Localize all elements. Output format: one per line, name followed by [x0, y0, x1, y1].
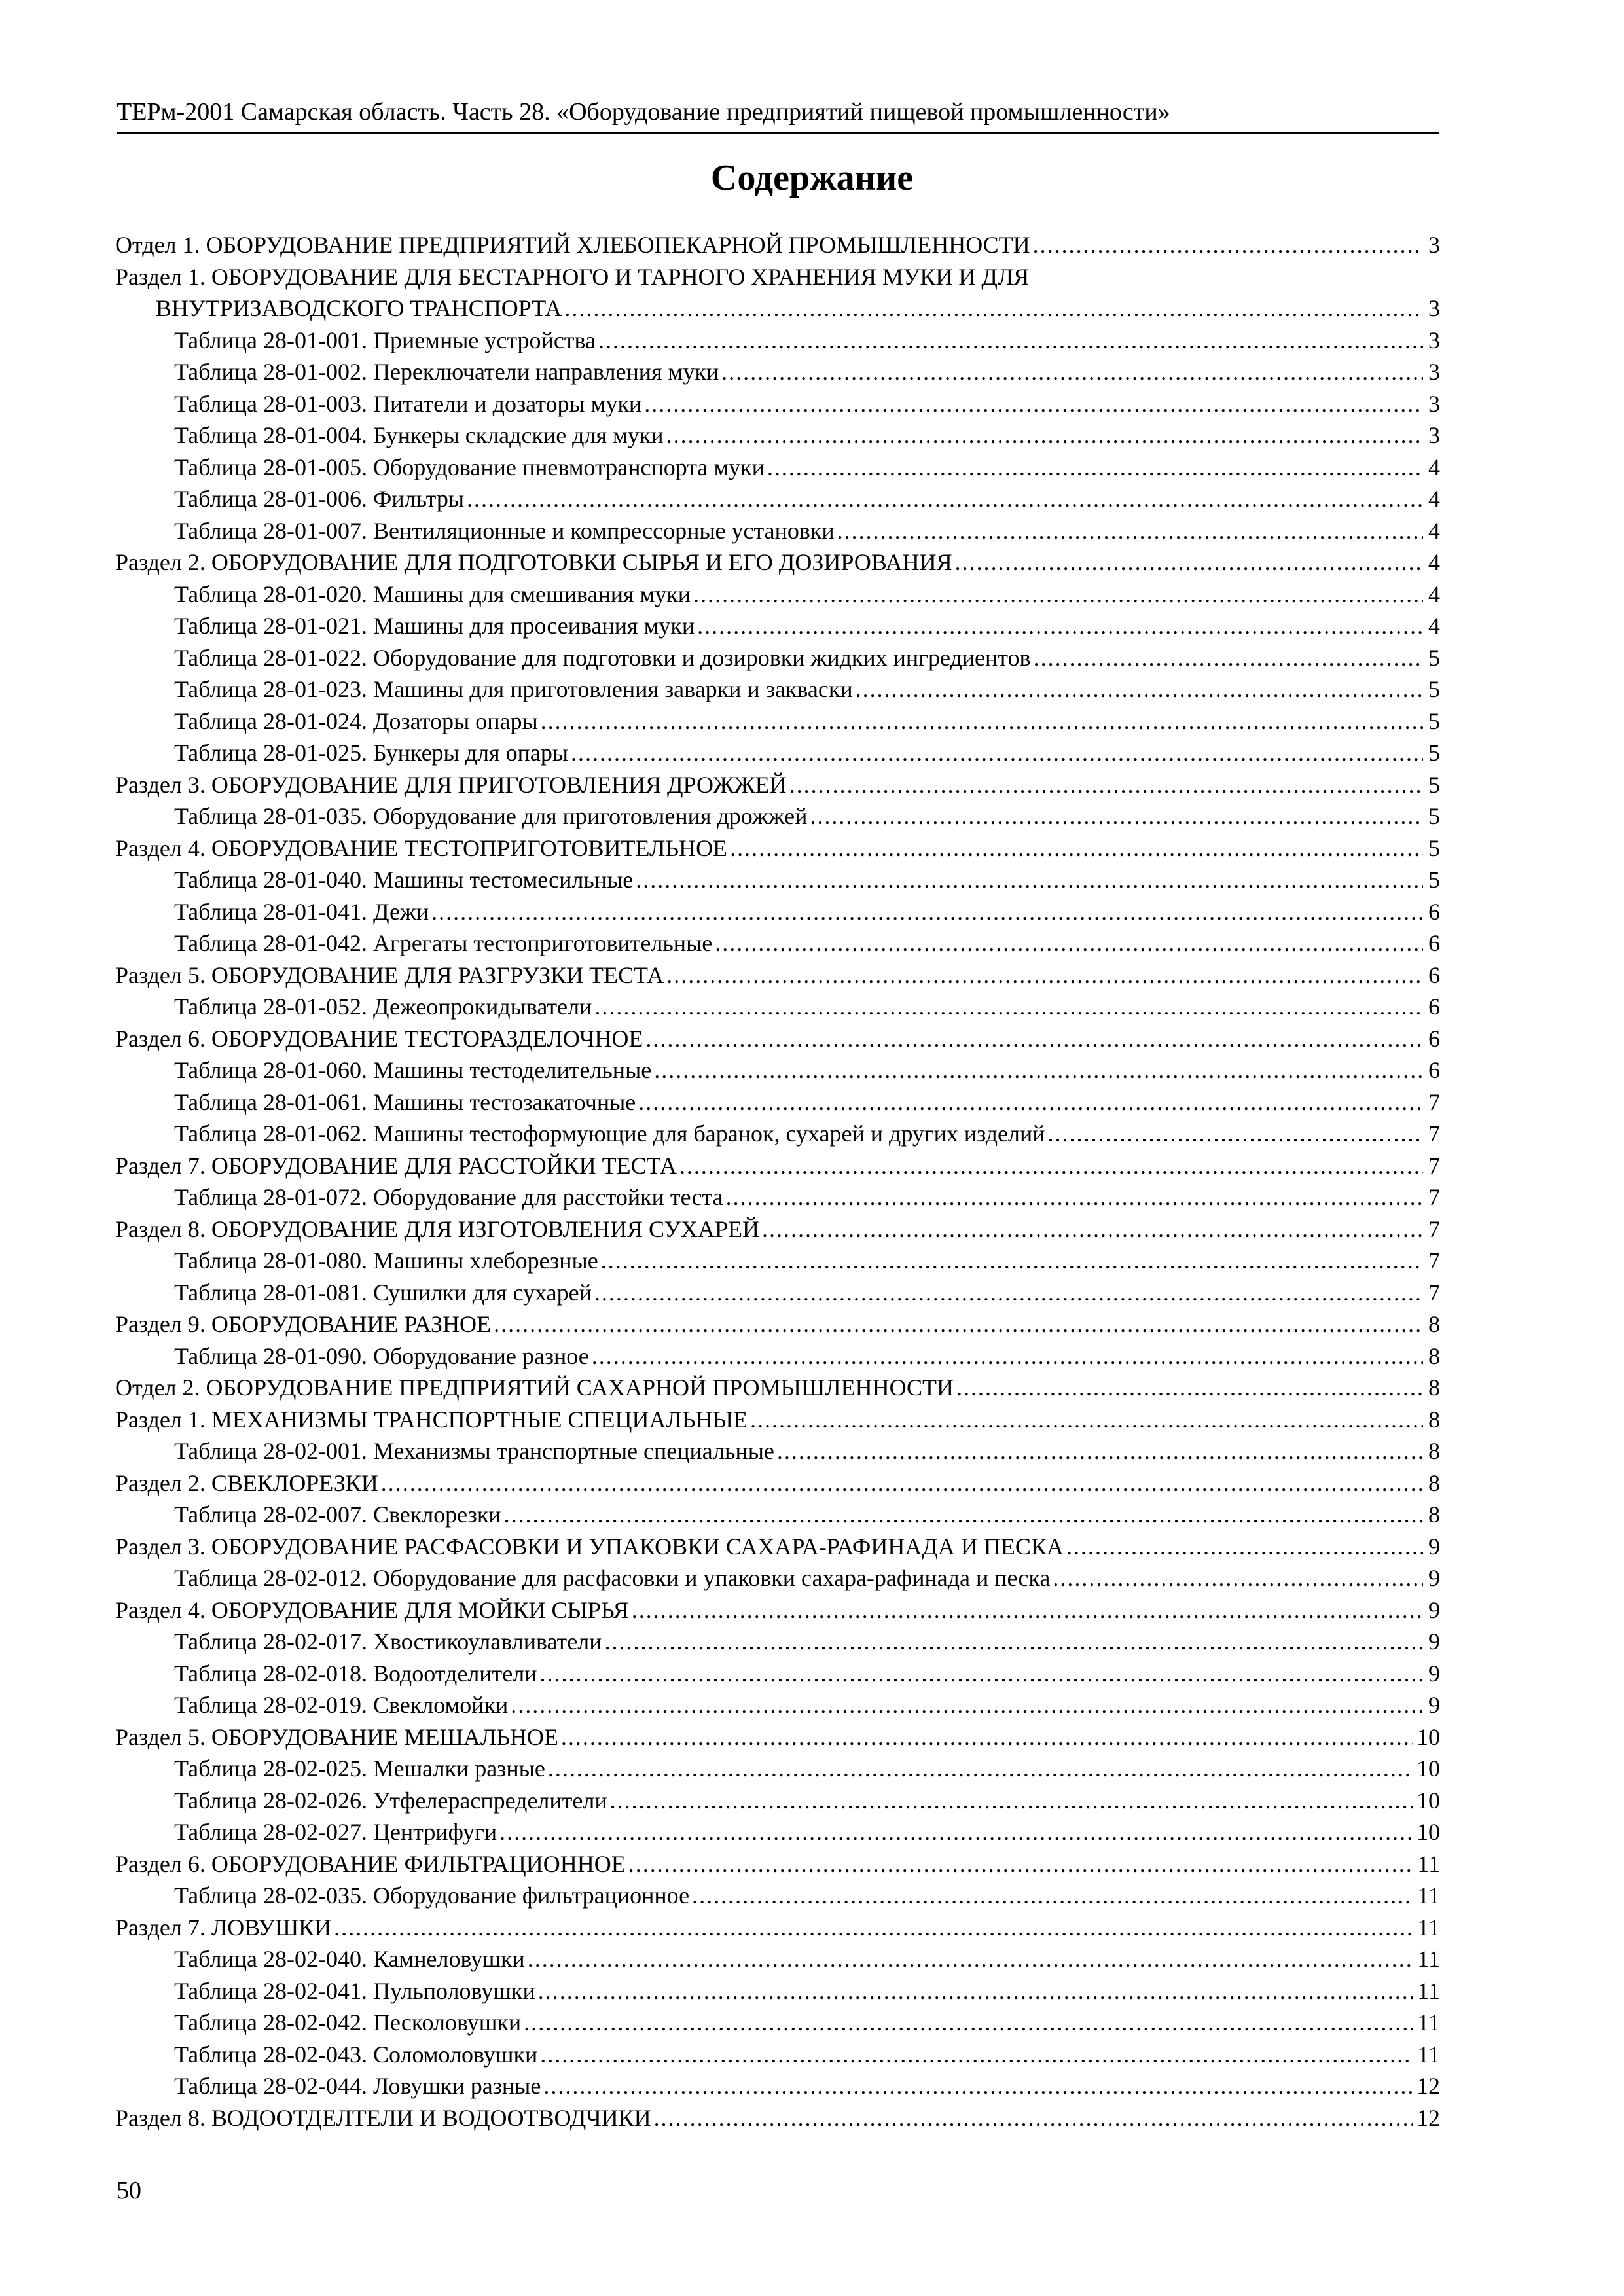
toc-entry-title: Таблица 28-01-061. Машины тестозакаточные [174, 1088, 636, 1115]
toc-leader-dots [721, 356, 1423, 388]
toc-entry[interactable] [115, 1023, 1440, 1055]
toc-entry-page: 7 [1428, 1121, 1440, 1147]
toc-entry-page: 7 [1428, 1247, 1440, 1274]
toc-entry-title: Таблица 28-02-019. Свекломойки [174, 1692, 509, 1718]
toc-entry[interactable] [115, 864, 1440, 896]
toc-entry-page: 12 [1416, 2073, 1440, 2099]
toc-entry[interactable] [115, 388, 1440, 420]
toc-entry-page: 3 [1428, 422, 1440, 448]
toc-entry[interactable] [115, 610, 1440, 642]
toc-entry-page: 8 [1428, 1406, 1440, 1433]
toc-entry-title: Раздел 7. ОБОРУДОВАНИЕ ДЛЯ РАССТОЙКИ ТЕСТА [115, 1152, 677, 1179]
toc-entry-title: Таблица 28-01-052. Дежеопрокидыватели [174, 994, 592, 1020]
toc-entry-page: 11 [1417, 1946, 1440, 1972]
toc-entry-page: 10 [1416, 1755, 1440, 1782]
toc-entry-title: Таблица 28-01-090. Оборудование разное [174, 1342, 589, 1369]
toc-leader-dots [666, 960, 1423, 992]
toc-entry-title: Таблица 28-01-080. Машины хлеборезные [174, 1247, 598, 1274]
toc-leader-dots [1053, 1562, 1423, 1594]
toc-entry[interactable] [115, 515, 1440, 547]
toc-leader-dots [692, 1880, 1413, 1912]
toc-entry[interactable] [115, 1277, 1440, 1309]
toc-entry-title: Таблица 28-01-024. Дозаторы опары [174, 708, 538, 734]
toc-entry[interactable] [115, 420, 1440, 452]
toc-entry-title: Таблица 28-01-060. Машины тестоделительные [174, 1057, 652, 1083]
toc-entry[interactable] [115, 547, 1440, 579]
toc-entry-title: Раздел 1. МЕХАНИЗМЫ ТРАНСПОРТНЫЕ СПЕЦИАЛЬНЫЕ [115, 1406, 748, 1433]
toc-entry[interactable] [115, 1308, 1440, 1340]
toc-entry-page: 9 [1428, 1533, 1440, 1560]
toc-entry-page: 7 [1428, 1088, 1440, 1115]
toc-leader-dots [538, 1975, 1414, 2007]
toc-leader-dots [1033, 229, 1423, 261]
toc-entry[interactable] [115, 293, 1440, 325]
toc-entry-title: Таблица 28-01-022. Оборудование для подготовки и дозировки жидких ингредиентов [174, 644, 1031, 671]
toc-leader-dots [564, 293, 1423, 325]
toc-entry-page: 3 [1428, 359, 1440, 385]
toc-leader-dots [730, 833, 1423, 865]
toc-entry-page: 11 [1417, 1914, 1440, 1941]
toc-entry-page: 3 [1428, 327, 1440, 353]
toc-entry[interactable] [115, 1118, 1440, 1150]
toc-leader-dots [636, 864, 1423, 896]
toc-entry[interactable] [115, 769, 1440, 801]
toc-leader-dots [1034, 642, 1423, 674]
toc-entry-page: 6 [1428, 930, 1440, 956]
toc-leader-dots [837, 515, 1423, 547]
toc-entry-page: 3 [1428, 232, 1440, 258]
toc-leader-dots [561, 1721, 1413, 1753]
toc-entry-title: Раздел 2. ОБОРУДОВАНИЕ ДЛЯ ПОДГОТОВКИ СЫРЬЯ И ЕГО ДОЗИРОВАНИЯ [115, 549, 952, 575]
toc-entry-title: Раздел 9. ОБОРУДОВАНИЕ РАЗНОЕ [115, 1311, 492, 1337]
toc-leader-dots [679, 1150, 1423, 1182]
toc-entry-title: Раздел 1. ОБОРУДОВАНИЕ ДЛЯ БЕСТАРНОГО И ТАРНОГО ХРАНЕНИЯ МУКИ И ДЛЯ [115, 263, 1030, 290]
toc-entry-page: 4 [1428, 549, 1440, 575]
toc-entry[interactable] [115, 1848, 1440, 1880]
toc-entry-title: Таблица 28-01-023. Машины для приготовления заварки и закваски [174, 676, 853, 702]
toc-leader-dots [571, 737, 1423, 769]
toc-entry-title: Таблица 28-02-041. Пульполовушки [174, 1977, 535, 2004]
toc-entry-page: 6 [1428, 1025, 1440, 1052]
toc-entry-page: 5 [1428, 676, 1440, 702]
toc-entry[interactable] [115, 325, 1440, 357]
toc-entry[interactable] [115, 737, 1440, 769]
page-title: Содержание [710, 158, 914, 198]
toc-entry-title: Раздел 6. ОБОРУДОВАНИЕ ТЕСТОРАЗДЕЛОЧНОЕ [115, 1025, 643, 1052]
toc-leader-dots [856, 673, 1423, 706]
toc-entry-title: Таблица 28-01-040. Машины тестомесильные [174, 867, 634, 893]
toc-entry-page: 5 [1428, 803, 1440, 829]
toc-entry-page: 4 [1428, 613, 1440, 639]
toc-entry[interactable] [115, 579, 1440, 611]
toc-entry-title: Раздел 5. ОБОРУДОВАНИЕ МЕШАЛЬНОЕ [115, 1723, 558, 1750]
toc-leader-dots [528, 1943, 1414, 1975]
toc-leader-dots [697, 610, 1423, 642]
toc-entry-title: Таблица 28-02-001. Механизмы транспортные специальные [174, 1438, 774, 1464]
toc-entry-page: 7 [1428, 1215, 1440, 1242]
toc-entry-title: Раздел 4. ОБОРУДОВАНИЕ ДЛЯ МОЙКИ СЫРЬЯ [115, 1596, 629, 1623]
toc-entry-title: Таблица 28-02-040. Камнеловушки [174, 1946, 525, 1972]
toc-entry[interactable] [115, 1785, 1440, 1817]
toc-entry[interactable] [115, 1689, 1440, 1721]
toc-entry-page: 3 [1428, 295, 1440, 321]
toc-entry-title: Таблица 28-01-035. Оборудование для приготовления дрожжей [174, 803, 808, 829]
toc-entry[interactable] [115, 960, 1440, 992]
toc-leader-dots [334, 1912, 1413, 1944]
toc-leader-dots [504, 1499, 1423, 1531]
toc-leader-dots [762, 1213, 1423, 1246]
toc-leader-dots [524, 2007, 1413, 2039]
table-of-contents [115, 229, 1440, 2134]
toc-entry-page: 4 [1428, 517, 1440, 544]
toc-entry-page: 5 [1428, 834, 1440, 861]
toc-entry-title: Таблица 28-01-006. Фильтры [174, 486, 465, 512]
toc-entry-page: 7 [1428, 1152, 1440, 1179]
toc-leader-dots [810, 800, 1423, 833]
toc-entry-title: Таблица 28-02-043. Соломоловушки [174, 2041, 538, 2068]
toc-entry-title: Таблица 28-01-021. Машины для просеивания муки [174, 613, 695, 639]
toc-entry[interactable] [115, 1435, 1440, 1467]
toc-entry[interactable] [115, 927, 1440, 960]
toc-leader-dots [548, 1753, 1413, 1785]
toc-entry-title: Таблица 28-02-035. Оборудование фильтрационное [174, 1882, 690, 1909]
toc-entry[interactable] [115, 1721, 1440, 1753]
toc-entry-page: 9 [1428, 1692, 1440, 1718]
toc-entry-title: Таблица 28-02-026. Утфелераспределители [174, 1787, 607, 1814]
toc-leader-dots [592, 1340, 1423, 1372]
toc-entry-title: Таблица 28-01-041. Дежи [174, 898, 429, 925]
toc-entry-page: 11 [1417, 1977, 1440, 2004]
toc-entry-title: Таблица 28-02-027. Центрифуги [174, 1819, 497, 1845]
toc-entry-title: Таблица 28-01-020. Машины для смешивания муки [174, 581, 691, 607]
toc-entry-page: 6 [1428, 1057, 1440, 1083]
toc-leader-dots [789, 769, 1423, 801]
toc-entry-title: Раздел 4. ОБОРУДОВАНИЕ ТЕСТОПРИГОТОВИТЕЛЬНОЕ [115, 834, 728, 861]
toc-entry[interactable] [115, 2070, 1440, 2102]
toc-leader-dots [594, 1277, 1423, 1309]
toc-entry-page: 8 [1428, 1438, 1440, 1464]
toc-entry-page: 5 [1428, 708, 1440, 734]
toc-leader-dots [543, 2070, 1413, 2102]
toc-entry-title: Раздел 8. ВОДООТДЕЛТЕЛИ И ВОДООТВОДЧИКИ [115, 2104, 651, 2131]
toc-leader-dots [654, 1054, 1423, 1086]
toc-entry-title: Отдел 2. ОБОРУДОВАНИЕ ПРЕДПРИЯТИЙ САХАРНОЙ ПРОМЫШЛЕННОСТИ [115, 1374, 954, 1401]
toc-entry[interactable] [115, 1626, 1440, 1658]
toc-entry-page: 6 [1428, 961, 1440, 988]
toc-entry[interactable] [115, 356, 1440, 388]
toc-entry-title: Таблица 28-01-042. Агрегаты тестоприготовительные [174, 930, 713, 956]
toc-leader-dots [381, 1467, 1423, 1499]
toc-leader-dots [666, 420, 1423, 452]
toc-entry-title: Раздел 3. ОБОРУДОВАНИЕ ДЛЯ ПРИГОТОВЛЕНИЯ ДРОЖЖЕЙ [115, 771, 787, 798]
toc-entry-title: ВНУТРИЗАВОДСКОГО ТРАНСПОРТА [156, 295, 562, 321]
toc-leader-dots [598, 325, 1423, 357]
toc-leader-dots [539, 1658, 1423, 1690]
toc-leader-dots [726, 1181, 1423, 1213]
toc-entry[interactable] [115, 800, 1440, 833]
toc-entry-page: 11 [1417, 2009, 1440, 2036]
toc-leader-dots [632, 1594, 1423, 1626]
toc-entry[interactable] [115, 1753, 1440, 1785]
toc-entry-page: 11 [1417, 2041, 1440, 2068]
toc-leader-dots [777, 1435, 1423, 1467]
toc-entry[interactable] [115, 2007, 1440, 2039]
toc-entry-page: 4 [1428, 581, 1440, 607]
toc-leader-dots [1048, 1118, 1423, 1150]
toc-leader-dots [645, 1023, 1423, 1055]
toc-entry-title: Отдел 1. ОБОРУДОВАНИЕ ПРЕДПРИЯТИЙ ХЛЕБОПЕКАРНОЙ ПРОМЫШЛЕННОСТИ [115, 232, 1030, 258]
toc-entry[interactable] [115, 1467, 1440, 1499]
toc-entry-title: Таблица 28-02-007. Свеклорезки [174, 1501, 501, 1528]
toc-entry-page: 7 [1428, 1279, 1440, 1306]
toc-leader-dots [1066, 1531, 1423, 1563]
toc-entry[interactable] [115, 1213, 1440, 1246]
toc-entry-page: 4 [1428, 454, 1440, 480]
toc-entry[interactable] [115, 1594, 1440, 1626]
toc-entry[interactable] [115, 896, 1440, 928]
toc-leader-dots [628, 1848, 1414, 1880]
toc-leader-dots [610, 1785, 1413, 1817]
toc-entry-page: 10 [1416, 1819, 1440, 1845]
toc-entry[interactable] [115, 991, 1440, 1023]
toc-entry[interactable] [115, 1880, 1440, 1912]
toc-leader-dots [594, 991, 1423, 1023]
toc-leader-dots [750, 1404, 1423, 1436]
toc-entry-page: 8 [1428, 1374, 1440, 1401]
toc-leader-dots [604, 1626, 1423, 1658]
toc-entry-title: Таблица 28-01-072. Оборудование для расстойки теста [174, 1184, 723, 1210]
toc-entry-title: Раздел 7. ЛОВУШКИ [115, 1914, 332, 1941]
toc-leader-dots [601, 1245, 1423, 1277]
toc-entry[interactable] [115, 1912, 1440, 1944]
toc-entry-title: Таблица 28-01-003. Питатели и дозаторы муки [174, 390, 642, 417]
toc-entry-page: 8 [1428, 1501, 1440, 1528]
toc-entry-page: 12 [1416, 2104, 1440, 2131]
toc-leader-dots [638, 1086, 1423, 1119]
toc-leader-dots [511, 1689, 1423, 1721]
toc-entry[interactable] [115, 483, 1440, 515]
toc-entry-page: 9 [1428, 1596, 1440, 1623]
toc-entry[interactable] [115, 2039, 1440, 2071]
toc-entry[interactable] [115, 1562, 1440, 1594]
toc-entry[interactable] [115, 1404, 1440, 1436]
toc-leader-dots [494, 1308, 1423, 1340]
toc-leader-dots [499, 1816, 1413, 1848]
toc-entry[interactable] [115, 1181, 1440, 1213]
toc-entry-title: Таблица 28-01-062. Машины тестоформующие для баранок, сухарей и других изделий [174, 1121, 1045, 1147]
toc-entry-title: Таблица 28-01-002. Переключатели направления муки [174, 359, 719, 385]
toc-entry[interactable] [115, 1054, 1440, 1086]
toc-entry-title: Таблица 28-01-005. Оборудование пневмотранспорта муки [174, 454, 765, 480]
toc-entry-title: Таблица 28-02-044. Ловушки разные [174, 2073, 541, 2099]
toc-entry-title: Таблица 28-01-004. Бункеры складские для муки [174, 422, 664, 448]
toc-entry-title: Таблица 28-01-081. Сушилки для сухарей [174, 1279, 592, 1306]
toc-entry[interactable] [115, 1340, 1440, 1372]
toc-entry-page: 7 [1428, 1184, 1440, 1210]
toc-entry[interactable] [115, 1975, 1440, 2007]
toc-entry-title: Раздел 6. ОБОРУДОВАНИЕ ФИЛЬТРАЦИОННОЕ [115, 1850, 626, 1877]
toc-entry-page: 9 [1428, 1565, 1440, 1591]
toc-entry-page: 6 [1428, 994, 1440, 1020]
toc-entry-title: Раздел 2. СВЕКЛОРЕЗКИ [115, 1469, 378, 1496]
toc-entry[interactable] [115, 1086, 1440, 1119]
toc-leader-dots [715, 927, 1423, 960]
toc-entry[interactable] [115, 642, 1440, 674]
toc-entry[interactable] [115, 2102, 1440, 2134]
toc-entry[interactable] [115, 1150, 1440, 1182]
toc-entry[interactable] [115, 1499, 1440, 1531]
toc-entry-page: 9 [1428, 1628, 1440, 1655]
toc-entry-page: 5 [1428, 740, 1440, 766]
toc-entry-title: Таблица 28-01-001. Приемные устройства [174, 327, 596, 353]
toc-entry-page: 8 [1428, 1469, 1440, 1496]
toc-entry[interactable] [115, 706, 1440, 738]
toc-entry[interactable] [115, 833, 1440, 865]
toc-entry-page: 6 [1428, 898, 1440, 925]
toc-entry-page: 10 [1416, 1787, 1440, 1814]
toc-leader-dots [541, 706, 1423, 738]
toc-leader-dots [956, 1372, 1423, 1404]
toc-entry-title: Таблица 28-02-018. Водоотделители [174, 1660, 537, 1687]
toc-entry-title: Раздел 3. ОБОРУДОВАНИЕ РАСФАСОВКИ И УПАКОВКИ САХАРА-РАФИНАДА И ПЕСКА [115, 1533, 1064, 1560]
toc-entry[interactable] [115, 673, 1440, 706]
toc-entry-page: 5 [1428, 644, 1440, 671]
running-header: ТЕРм-2001 Самарская область. Часть 28. «Оборудование предприятий пищевой промышленности» [117, 92, 1439, 134]
toc-leader-dots [431, 896, 1423, 928]
toc-entry-title: Таблица 28-02-012. Оборудование для расфасовки и упаковки сахара-рафинада и песка [174, 1565, 1051, 1591]
toc-entry[interactable] [115, 1658, 1440, 1690]
toc-entry[interactable] [115, 452, 1440, 484]
toc-leader-dots [955, 547, 1423, 579]
toc-leader-dots [644, 388, 1423, 420]
toc-entry-page: 5 [1428, 867, 1440, 893]
toc-entry-page: 8 [1428, 1342, 1440, 1369]
page-number: 50 [117, 2177, 141, 2204]
toc-entry-title: Раздел 8. ОБОРУДОВАНИЕ ДЛЯ ИЗГОТОВЛЕНИЯ СУХАРЕЙ [115, 1215, 760, 1242]
toc-entry-page: 11 [1417, 1882, 1440, 1909]
toc-leader-dots [767, 452, 1423, 484]
toc-leader-dots [654, 2102, 1413, 2134]
toc-entry-page: 10 [1416, 1723, 1440, 1750]
toc-entry-title: Таблица 28-02-025. Мешалки разные [174, 1755, 545, 1782]
toc-leader-dots [693, 579, 1423, 611]
toc-entry-title: Раздел 5. ОБОРУДОВАНИЕ ДЛЯ РАЗГРУЗКИ ТЕСТА [115, 961, 664, 988]
toc-entry-title: Таблица 28-02-017. Хвостикоулавливатели [174, 1628, 602, 1655]
toc-entry-page: 9 [1428, 1660, 1440, 1687]
toc-entry-title: Таблица 28-01-025. Бункеры для опары [174, 740, 569, 766]
toc-entry[interactable] [115, 229, 1440, 261]
toc-entry[interactable] [115, 1531, 1440, 1563]
toc-leader-dots [540, 2039, 1413, 2071]
toc-entry-page: 3 [1428, 390, 1440, 417]
toc-entry[interactable] [115, 1816, 1440, 1848]
toc-entry[interactable] [115, 1372, 1440, 1404]
toc-entry[interactable] [115, 1943, 1440, 1975]
toc-entry-page: 11 [1417, 1850, 1440, 1877]
toc-entry-page: 5 [1428, 771, 1440, 798]
toc-entry-title: Таблица 28-02-042. Песколовушки [174, 2009, 522, 2036]
toc-entry-page: 8 [1428, 1311, 1440, 1337]
toc-entry[interactable] [115, 261, 1440, 293]
toc-leader-dots [467, 483, 1423, 515]
toc-entry-page: 4 [1428, 486, 1440, 512]
toc-entry-title: Таблица 28-01-007. Вентиляционные и компрессорные установки [174, 517, 835, 544]
toc-entry[interactable] [115, 1245, 1440, 1277]
